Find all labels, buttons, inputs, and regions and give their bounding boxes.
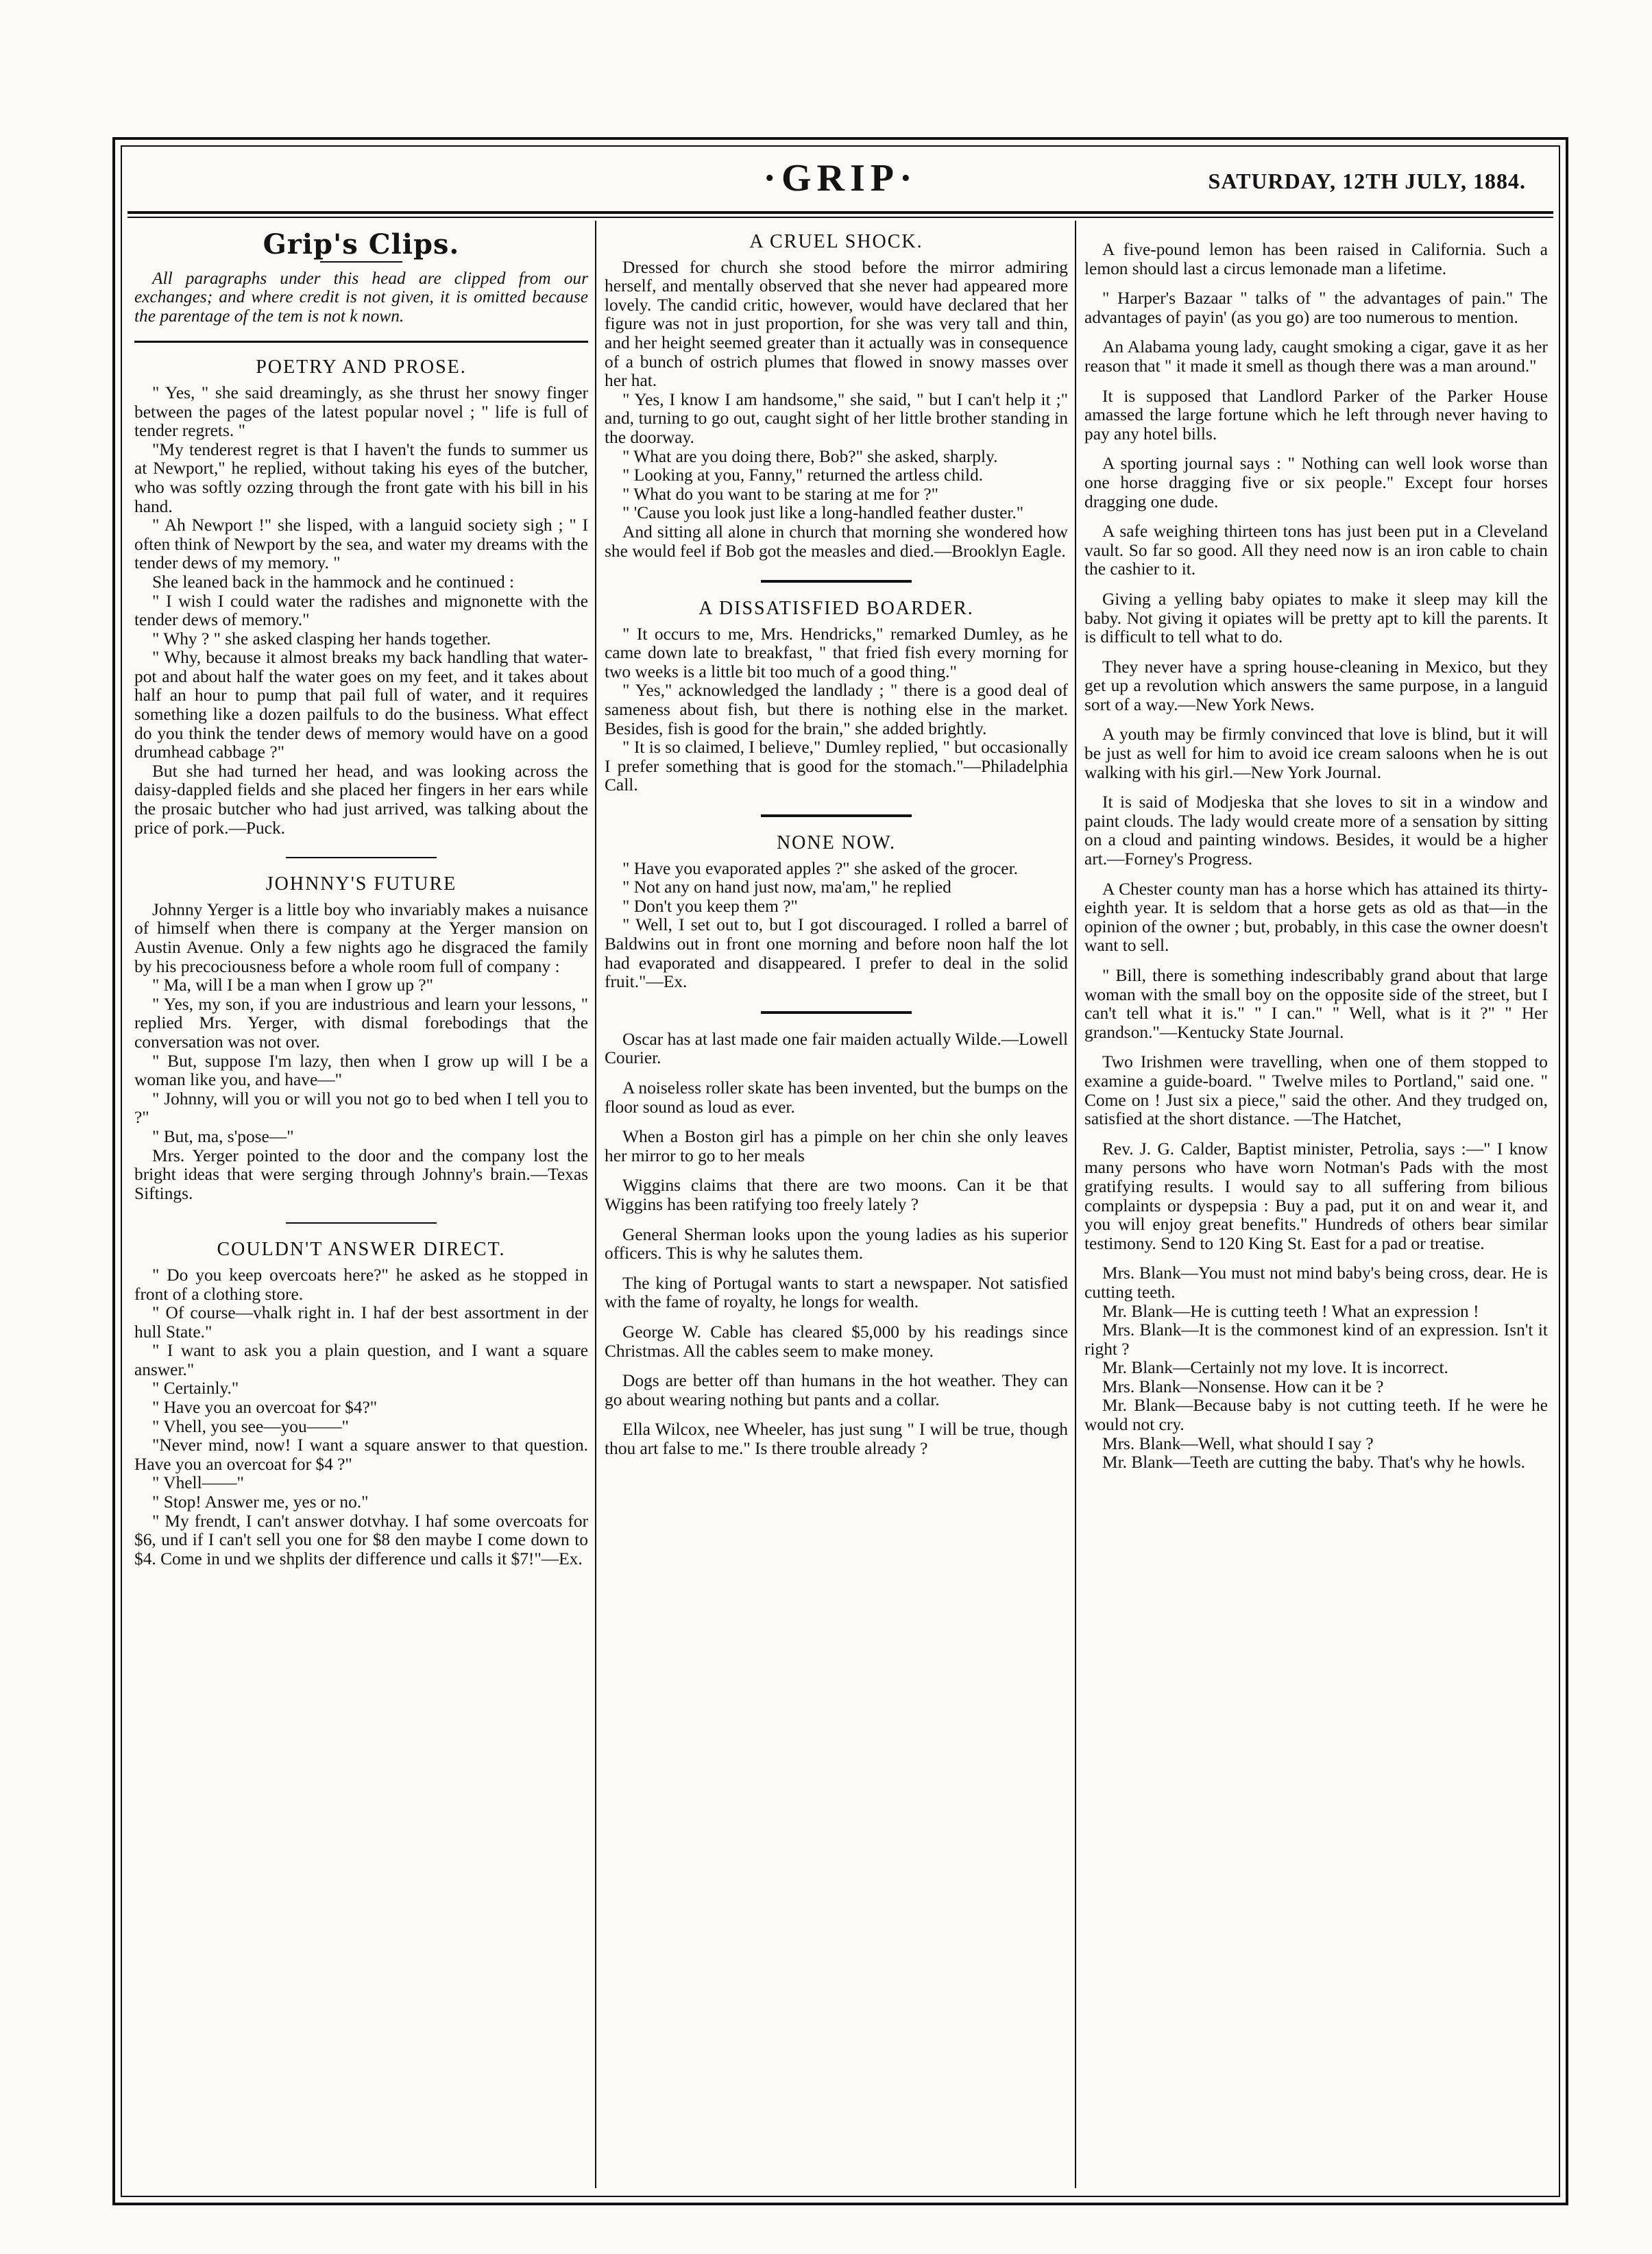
article-body bbox=[605, 625, 1068, 795]
article-body bbox=[605, 258, 1068, 561]
paragraph: Mr. Blank—He is cutting teeth ! What an expression ! bbox=[1102, 1301, 1479, 1321]
article-title: COULDN'T ANSWER DIRECT. bbox=[217, 1239, 506, 1261]
paragraph: " Yes, " she said dreamingly, as she thrust her snowy finger between the pages of the latest popular novel ; " life is full of tender regrets. " bbox=[134, 383, 588, 441]
dialogue bbox=[1084, 1264, 1548, 1473]
paragraph: General Sherman looks upon the young ladies as his superior officers. This is why he salutes them. bbox=[605, 1224, 1068, 1263]
header-rule bbox=[127, 211, 1553, 214]
paragraph: When a Boston girl has a pimple on her chin she only leaves her mirror to go to her meals bbox=[605, 1127, 1068, 1165]
issue-date: SATURDAY, 12TH JULY, 1884. bbox=[1208, 169, 1526, 193]
column-2 bbox=[605, 230, 1068, 1458]
paragraph: Wiggins claims that there are two moons. Can it be that Wiggins has been ratifying too freely lately ? bbox=[605, 1176, 1068, 1214]
paragraph: A five-pound lemon has been raised in California. Such a lemon should last a circus lemonade man a lifetime. bbox=[1084, 240, 1548, 278]
paragraph: " Stop! Answer me, yes or no." bbox=[152, 1492, 369, 1512]
paragraph: " I wish I could water the radishes and mignonette with the tender dews of memory." bbox=[134, 591, 588, 630]
paragraph: " It occurs to me, Mrs. Hendricks," remarked Dumley, as he came down late to breakfast, " that fried fish every morning for two weeks is a little bit too much of a good thing." bbox=[605, 624, 1068, 681]
article-body bbox=[605, 860, 1068, 992]
paragraph: " Not any on hand just now, ma'am," he replied bbox=[622, 877, 951, 897]
paragraph: George W. Cable has cleared $5,000 by his readings since Christmas. All the cables seem to make money. bbox=[605, 1322, 1068, 1361]
page-header bbox=[127, 156, 1553, 204]
paragraph: Two Irishmen were travelling, when one of them stopped to examine a guide-board. " Twelve miles to Portland," said one. " Come on ! Just six a piece," said the other. And they trudged on, satisfied at the short distance. —The Hatchet, bbox=[1084, 1052, 1548, 1129]
paragraph: A noiseless roller skate has been invented, but the bumps on the floor sound as loud as ever. bbox=[605, 1078, 1068, 1117]
clips-intro: All paragraphs under this head are clipped from our exchanges; and where credit is not given, it is omitted because the parentage of the tem is not k nown. bbox=[134, 268, 588, 326]
paragraph: Mrs. Yerger pointed to the door and the company lost the bright ideas that were serging through Johnny's brain.—Texas Siftings. bbox=[134, 1146, 588, 1203]
paragraph: " What do you want to be staring at me for ?" bbox=[622, 484, 938, 504]
paragraph: It is said of Modjeska that she loves to sit in a window and paint clouds. The lady would create more of a sensation by sitting on a cloud and painting windows. Besides, it would be a higher art.—Forney's Progress. bbox=[1084, 792, 1548, 869]
paragraph: Dogs are better off than humans in the hot weather. They can go about wearing nothing but pants and a collar. bbox=[605, 1371, 1068, 1409]
paragraph: They never have a spring house-cleaning in Mexico, but they get up a revolution which answers the same purpose, in a languid sort of a way.—New York News. bbox=[1084, 657, 1548, 714]
paragraph: " Ma, will I be a man when I grow up ?" bbox=[152, 975, 433, 995]
paragraph: " Harper's Bazaar " talks of " the advantages of pain." The advantages of payin' (as you go) are too numerous to mention. bbox=[1084, 289, 1548, 327]
paragraph: Ella Wilcox, nee Wheeler, has just sung " I will be true, though thou art false to me." Is there trouble already ? bbox=[605, 1420, 1068, 1458]
column-3 bbox=[1084, 230, 1548, 1473]
paragraph: " Well, I set out to, but I got discouraged. I rolled a barrel of Baldwins out in front one morning and before noon half the lot had evaporated and disappeared. I prefer to deal in the solid fruit."—Ex. bbox=[605, 915, 1068, 992]
paragraph: And sitting all alone in church that morning she wondered how she would feel if Bob got the measles and died.—Brooklyn Eagle. bbox=[605, 522, 1068, 561]
article-title: A DISSATISFIED BOARDER. bbox=[699, 598, 974, 620]
paragraph: "Never mind, now! I want a square answer to that question. Have you an overcoat for $4 ?" bbox=[134, 1435, 588, 1474]
paragraph: " Have you an overcoat for $4?" bbox=[152, 1398, 378, 1418]
paragraph: " Of course—vhalk right in. I haf der best assortment in der hull State." bbox=[134, 1303, 588, 1342]
paragraph: " Ah Newport !" she lisped, with a languid society sigh ; " I often think of Newport by the sea, and water my dreams with the tender dews of my memory. " bbox=[134, 516, 588, 573]
paragraph: A safe weighing thirteen tons has just been put in a Cleveland vault. So far so good. All they need now is an iron cable to chain the cashier to it. bbox=[1084, 522, 1548, 579]
short-items bbox=[1084, 241, 1548, 1253]
paragraph: " Vhell——" bbox=[152, 1473, 244, 1493]
paragraph: An Alabama young lady, caught smoking a cigar, gave it as her reason that " it made it smell as though there was a man around." bbox=[1084, 337, 1548, 376]
paragraph: The king of Portugal wants to start a newspaper. Not satisfied with the fame of royalty, he longs for wealth. bbox=[605, 1273, 1068, 1312]
paragraph: Rev. J. G. Calder, Baptist minister, Petrolia, says :—" I know many persons who have worn Notman's Pads with the most gratifying results. I would say to all suffering from bilious complaints or dyspepsia : Buy a pad, put it on and wear it, and you will enjoy great benefits." Hundreds of others bear similar testimony. Send to 120 King St. East for a pad or treatise. bbox=[1084, 1139, 1548, 1253]
paragraph: Mr. Blank—Certainly not my love. It is incorrect. bbox=[1102, 1358, 1448, 1378]
column-divider-2 bbox=[1075, 221, 1076, 2188]
paragraph: A youth may be firmly convinced that love is blind, but it will be just as well for him to avoid ice cream saloons when he is out walking with his girl.—New York Journal. bbox=[1084, 725, 1548, 782]
column-divider-1 bbox=[595, 221, 596, 2188]
paragraph: " It is so claimed, I believe," Dumley replied, " but occasionally I prefer something that is good for the stomach."—Philadelphia Call. bbox=[605, 738, 1068, 795]
paragraph: A sporting journal says : " Nothing can well look worse than one horse dragging five or six people." Except four horses dragging one dude. bbox=[1084, 454, 1548, 511]
paragraph: " Yes," acknowledged the landlady ; " there is a good deal of sameness about fish, but there is nothing else in the market. Besides, fish is good for the brain," she added brightly. bbox=[605, 681, 1068, 738]
paragraph: " Vhell, you see—you——" bbox=[152, 1416, 349, 1436]
paragraph: Mrs. Blank—Well, what should I say ? bbox=[1102, 1433, 1374, 1453]
paragraph: Mrs. Blank—You must not mind baby's being cross, dear. He is cutting teeth. bbox=[1084, 1263, 1548, 1302]
paragraph: " 'Cause you look just like a long-handled feather duster." bbox=[622, 503, 1024, 523]
paragraph: A Chester county man has a horse which has attained its thirty-eighth year. It is seldom that a horse gets as old as that—in the opinion of the owner ; but, probably, in this case the owner doesn't want to sell. bbox=[1084, 879, 1548, 956]
clips-rule bbox=[320, 261, 402, 263]
paragraph: " But, suppose I'm lazy, then when I grow up will I be a woman like you, and have—" bbox=[134, 1051, 588, 1090]
paragraph: But she had turned her head, and was looking across the daisy-dappled fields and she placed her fingers in her ears while the prosaic butcher who had just arrived, was talking about the price of pork.—Puck. bbox=[134, 761, 588, 838]
section-rule bbox=[286, 1222, 437, 1224]
article-title: NONE NOW. bbox=[776, 832, 897, 854]
paragraph: Mrs. Blank—It is the commonest kind of an expression. Isn't it right ? bbox=[1084, 1320, 1548, 1359]
short-items bbox=[605, 1030, 1068, 1459]
article-title: JOHNNY'S FUTURE bbox=[265, 873, 457, 895]
paragraph: It is supposed that Landlord Parker of the Parker House amassed the large fortune which he left through never having to pay any hotel bills. bbox=[1084, 386, 1548, 444]
paragraph: Mr. Blank—Because baby is not cutting teeth. If he were he would not cry. bbox=[1084, 1396, 1548, 1435]
paragraph: Mr. Blank—Teeth are cutting the baby. That's why he howls. bbox=[1102, 1453, 1525, 1473]
paragraph: " Why ? " she asked clasping her hands together. bbox=[152, 629, 491, 649]
paragraph: " Why, because it almost breaks my back handling that water-pot and about half the water goes on my feet, and it takes about half an hour to pump that pail full of water, and it requires something like a dozen pailfuls to do the business. What effect do you think the tender dews of memory would have on a good drumhead cabbage ?" bbox=[134, 648, 588, 762]
clips-heading: Grip's Clips. bbox=[263, 228, 460, 260]
paragraph: Dressed for church she stood before the mirror admiring herself, and mentally observed that she never had appeared more lovely. The candid critic, however, would have declared that her figure was not in just proportion, for she was very tall and thin, and her height seemed greater than it actually was in consequence of a bunch of ostrich plumes that flowed in snowy masses over her hat. bbox=[605, 257, 1068, 391]
paragraph: " My frendt, I can't answer dotvhay. I haf some overcoats for $6, und if I can't sell you one for $8 den maybe I come down to $4. Come in und we shplits der difference und calls it $7!"—Ex. bbox=[134, 1511, 588, 1568]
paragraph: " Bill, there is something indescribably grand about that large woman with the small boy on the opposite side of the street, but I can't tell what it is." " I can." " Well, what is it ?" " Her grandson."—Kentucky State Journal. bbox=[1084, 966, 1548, 1042]
paragraph: " Johnny, will you or will you not go to bed when I tell you to ?" bbox=[134, 1089, 588, 1128]
paragraph: " But, ma, s'pose—" bbox=[152, 1126, 294, 1146]
paragraph: Giving a yelling baby opiates to make it sleep may kill the baby. Not giving it opiates will be pretty apt to kill the parents. It is difficult to tell what to do. bbox=[1084, 589, 1548, 647]
paragraph: " Certainly." bbox=[152, 1379, 239, 1398]
paragraph: " Do you keep overcoats here?" he asked as he stopped in front of a clothing store. bbox=[134, 1265, 588, 1304]
article-body bbox=[134, 1266, 588, 1569]
article-title: A CRUEL SHOCK. bbox=[749, 231, 923, 252]
paragraph: " Yes, I know I am handsome," she said, " but I can't help it ;" and, turning to go out, caught sight of her little brother standing in the doorway. bbox=[605, 389, 1068, 447]
paragraph: " Yes, my son, if you are industrious and learn your lessons, " replied Mrs. Yerger, with dismal forebodings that the conversation was not over. bbox=[134, 994, 588, 1052]
article-body bbox=[134, 901, 588, 1204]
section-rule bbox=[134, 341, 588, 343]
column-1 bbox=[134, 230, 588, 1568]
header-rule-thin bbox=[127, 217, 1553, 218]
section-rule bbox=[761, 814, 912, 817]
masthead-title: ·GRIP· bbox=[763, 157, 918, 199]
article-body bbox=[134, 384, 588, 838]
footer-rule bbox=[121, 2203, 1560, 2204]
paragraph: "My tenderest regret is that I haven't the funds to summer us at Newport," he replied, without taking his eyes of the butcher, who was softly ozzing through the front gate with his bill in his hand. bbox=[134, 439, 588, 516]
paragraph: " I want to ask you a plain question, and I want a square answer." bbox=[134, 1341, 588, 1379]
paragraph: " Looking at you, Fanny," returned the artless child. bbox=[622, 465, 984, 485]
paragraph: Johnny Yerger is a little boy who invariably makes a nuisance of himself when there is company at the Yerger mansion on Austin Avenue. Only a few nights ago he disgraced the family by his precociousness before a whole room full of company : bbox=[134, 899, 588, 976]
section-rule bbox=[761, 580, 912, 583]
paragraph: " Have you evaporated apples ?" she asked of the grocer. bbox=[622, 858, 1018, 878]
article-title: POETRY AND PROSE. bbox=[256, 356, 467, 378]
paragraph: She leaned back in the hammock and he continued : bbox=[152, 572, 515, 592]
paragraph: " Don't you keep them ?" bbox=[622, 896, 798, 916]
paragraph: " What are you doing there, Bob?" she asked, sharply. bbox=[622, 446, 998, 466]
paragraph: Mrs. Blank—Nonsense. How can it be ? bbox=[1102, 1377, 1384, 1396]
paragraph: Oscar has at last made one fair maiden actually Wilde.—Lowell Courier. bbox=[605, 1029, 1068, 1068]
section-rule bbox=[761, 1011, 912, 1014]
section-rule bbox=[286, 857, 437, 858]
